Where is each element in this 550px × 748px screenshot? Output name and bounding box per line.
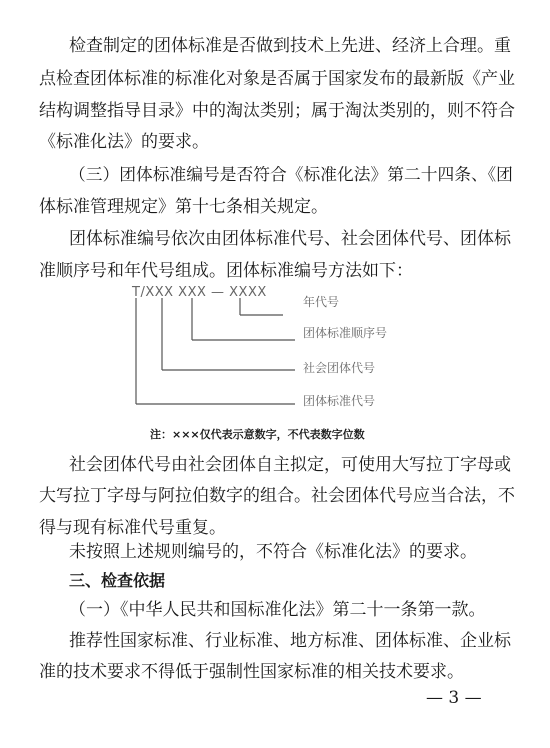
- paragraph-line: （一）《中华人民共和国标准化法》第二十一条第一款。: [69, 600, 486, 620]
- bracket-lines: [136, 298, 295, 404]
- paragraph-line: 准的技术要求不得低于强制性国家标准的相关技术要求。: [39, 662, 464, 682]
- section-heading: 三、检查依据: [69, 571, 166, 590]
- paragraph-line: 社会团体代号由社会团体自主拟定，可使用大写拉丁字母或: [69, 455, 511, 475]
- label-sequence: 团体标准顺序号: [303, 326, 388, 340]
- paragraph-line: 准顺序号和年代号组成。团体标准编号方法如下：: [39, 261, 413, 281]
- paragraph-line: 团体标准编号依次由团体标准代号、社会团体代号、团体标: [69, 229, 511, 249]
- paragraph-line: 得与现有标准代号重复。: [39, 518, 226, 538]
- paragraph-line: 检查制定的团体标准是否做到技术上先进、经济上合理。重: [69, 36, 511, 56]
- page-number: — 3 —: [426, 688, 482, 708]
- paragraph-line: 未按照上述规则编号的，不符合《标准化法》的要求。: [69, 542, 477, 562]
- paragraph-line: 体标准管理规定》第十七条相关规定。: [39, 197, 328, 217]
- label-year: 年代号: [303, 295, 340, 309]
- label-org: 社会团体代号: [303, 361, 376, 375]
- diagram-note: 注：×××仅代表示意数字，不代表数字位数: [150, 428, 365, 441]
- paragraph-line: 结构调整指导目录》中的淘汰类别；属于淘汰类别的，则不符合: [39, 101, 515, 121]
- paragraph-line: 点检查团体标准的标准化对象是否属于国家发布的最新版《产业: [39, 69, 515, 89]
- paragraph-line: 《标准化法》的要求。: [39, 132, 209, 152]
- label-std: 团体标准代号: [303, 394, 376, 408]
- paragraph-line: （三）团体标准编号是否符合《标准化法》第二十四条、《团: [69, 164, 513, 184]
- paragraph-line: 大写拉丁字母与阿拉伯数字的组合。社会团体代号应当合法，不: [39, 486, 515, 506]
- paragraph-line: 推荐性国家标准、行业标准、地方标准、团体标准、企业标: [69, 631, 511, 651]
- numbering-code: T/XXX XXX — XXXX: [132, 285, 267, 300]
